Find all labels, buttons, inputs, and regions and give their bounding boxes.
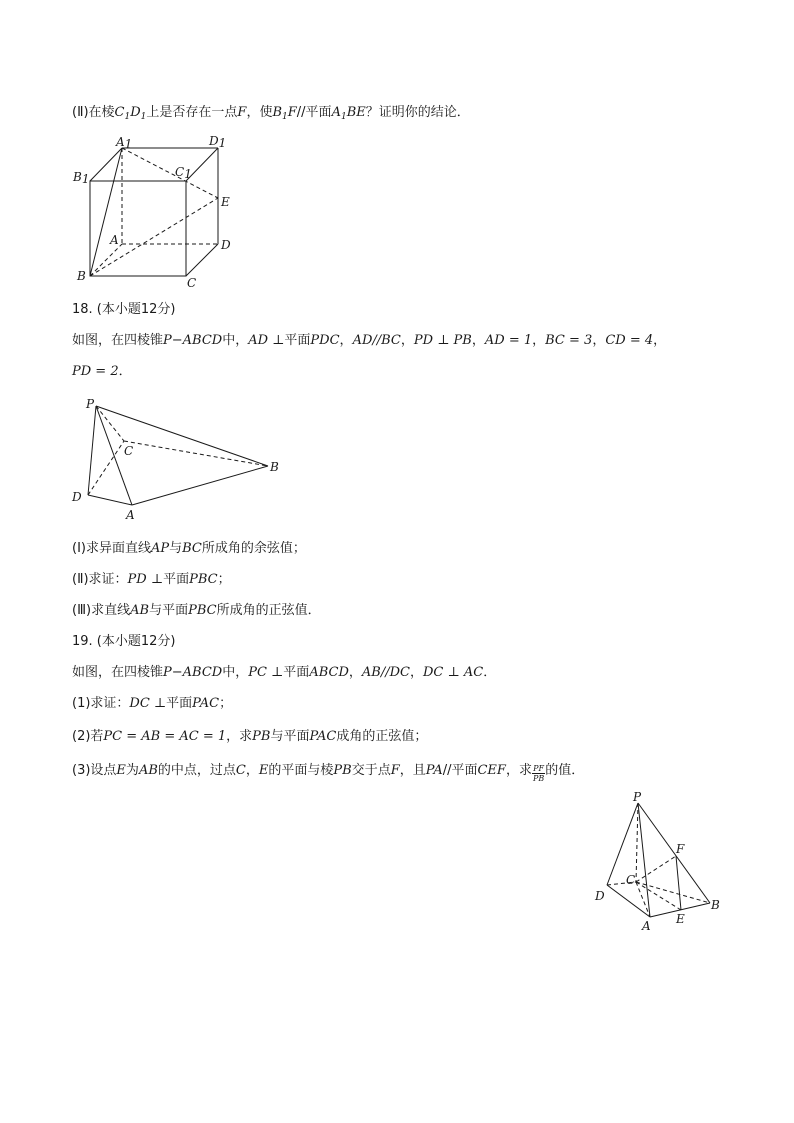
fraction-pf-pb: $\frac{PF}{PB}$ [532, 764, 545, 783]
q19-title: 19. (本小题12分) [72, 634, 176, 649]
q17-math-a1be: $A_1BE$ [331, 105, 366, 122]
q18-part1: (Ⅰ)求异面直线AP与BC所成角的余弦值； [72, 541, 306, 556]
label-d: D [72, 490, 82, 504]
edge-d-a [607, 885, 650, 917]
edge-p-b [638, 803, 710, 903]
q18-part3: (Ⅲ)求直线AB与平面PBC所成角的正弦值． [72, 603, 321, 618]
label-f: F [676, 842, 685, 856]
label-b: B [711, 898, 720, 912]
label-d: D [595, 889, 605, 903]
segment-f-e [676, 856, 681, 910]
label-a: A [126, 508, 135, 522]
q18-stem-line1: 如图，在四棱锥P−ABCD中，AD ⊥平面PDC，AD//BC，PD ⊥ PB，AD = 1，BC = 3，CD = 4， [72, 333, 667, 348]
q19-part2: (2)若PC = AB = AC = 1，求PB与平面PAC成角的正弦值； [72, 729, 428, 744]
label-c1: C1 [175, 165, 192, 181]
segment-c-f [636, 856, 676, 882]
q17-math-b1f: $B_1F$ [272, 105, 297, 122]
label-a1: A1 [116, 135, 133, 151]
edge-p-a [638, 803, 650, 917]
label-e: E [221, 195, 230, 209]
label-b1: B1 [73, 170, 90, 186]
q19-stem: 如图，在四棱锥P−ABCD中，PC ⊥平面ABCD，AB//DC，DC ⊥ AC． [72, 665, 497, 680]
q18-part2: (Ⅱ)求证：PD ⊥平面PBC； [72, 572, 231, 587]
q17-part2-text: (Ⅱ)在棱$C_1D_1$上是否存在一点F，使$B_1F//$平面$A_1BE$？证明你的结论． [72, 105, 470, 122]
q19-part3: (3)设点E为AB的中点，过点C，E的平面与棱PB交于点F，且PA//平面CEF，求 $\frac{PF}{PB}$ 的值． [72, 763, 585, 783]
label-d1: D1 [209, 134, 227, 150]
label-b: B [270, 460, 279, 474]
label-a: A [110, 233, 119, 247]
label-e: E [676, 912, 685, 926]
q18-stem-line2: PD = 2． [72, 364, 132, 379]
label-c: C [187, 276, 197, 290]
edge-p-c [636, 803, 638, 882]
label-p: P [86, 397, 95, 411]
label-a: A [642, 919, 651, 933]
q17-math-c1: $C_1D_1$ [114, 105, 147, 122]
label-c: C [626, 873, 636, 887]
label-c: C [124, 444, 134, 458]
label-d: D [221, 238, 231, 252]
segment-c-e [636, 882, 681, 910]
q19-part1: (1)求证：DC ⊥平面PAC； [72, 696, 233, 711]
label-p: P [633, 790, 642, 804]
q18-title: 18. (本小题12分) [72, 302, 176, 317]
label-b: B [77, 269, 86, 283]
